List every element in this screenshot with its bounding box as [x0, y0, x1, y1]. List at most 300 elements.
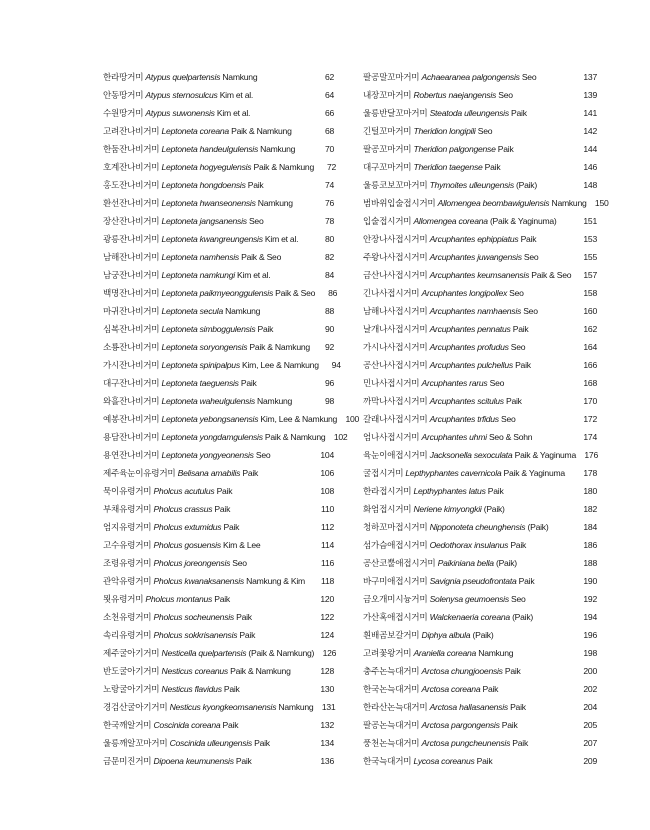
korean-name: 가시나사접시거미: [363, 342, 428, 352]
scientific-name: Pholcus acutulus: [153, 486, 215, 496]
page-number: 64: [324, 90, 334, 100]
author-name: Seo & Sohn: [488, 432, 533, 442]
author-name: Paik & Namkung: [249, 342, 310, 352]
author-name: Kim, Lee & Namkung: [242, 360, 319, 370]
korean-name: 제주굴아기거미: [103, 648, 160, 658]
scientific-name: Arctosa chungjooensis: [421, 666, 503, 676]
index-entry: [363, 122, 597, 140]
scientific-name: Arctosa pungcheunensis: [421, 738, 511, 748]
page-number: 130: [320, 684, 334, 694]
scientific-name: Leptoneta coreana: [161, 126, 229, 136]
korean-name: 남해잔나비거미: [103, 252, 160, 262]
page-number: 205: [583, 720, 597, 730]
scientific-name: Arcuphantes trfidus: [429, 414, 499, 424]
entry-text: [103, 338, 312, 356]
entry-text: [103, 284, 315, 302]
korean-name: 까막나사접시거미: [363, 396, 428, 406]
entry-text: [363, 356, 575, 374]
scientific-name: Leptoneta jangsanensis: [161, 216, 247, 226]
index-entry: [103, 590, 334, 608]
entry-text: [363, 140, 575, 158]
korean-name: 가시잔나비거미: [103, 360, 160, 370]
page-number: 139: [583, 90, 597, 100]
entry-text: [363, 590, 575, 608]
korean-name: 굴접시거미: [363, 468, 404, 478]
entry-text: [103, 356, 319, 374]
scientific-name: Leptoneta simboggulensis: [161, 324, 256, 334]
page-number: 136: [320, 756, 334, 766]
korean-name: 한국논늑대거미: [363, 684, 420, 694]
entry-text: [363, 86, 575, 104]
entry-text: [103, 698, 313, 716]
page-number: 134: [320, 738, 334, 748]
index-entry: [103, 662, 334, 680]
entry-text: [363, 698, 575, 716]
scientific-name: Leptoneta waheulgulensis: [161, 396, 255, 406]
scientific-name: Leptoneta yongdamgulensis: [161, 432, 263, 442]
korean-name: 호계잔나비거미: [103, 162, 160, 172]
page-number: 90: [324, 324, 334, 334]
korean-name: 반도굴아기거미: [103, 666, 160, 676]
index-entry: [363, 716, 597, 734]
entry-text: [363, 428, 575, 446]
scientific-name: Arcuphantes juwangensis: [429, 252, 522, 262]
page-number: 86: [328, 288, 338, 298]
entry-text: [103, 644, 314, 662]
scientific-name: Achaearanea palgongensis: [421, 72, 520, 82]
page-number: 68: [324, 126, 334, 136]
korean-name: 묵이유령거미: [103, 486, 152, 496]
author-name: Paik: [214, 594, 230, 604]
korean-name: 공산코뿔애접시거미: [363, 558, 436, 568]
author-name: Namkung: [257, 396, 293, 406]
author-name: Paik: [506, 396, 522, 406]
page-number: 92: [324, 342, 334, 352]
entry-text: [103, 446, 312, 464]
korean-name: 고려꽃왕거미: [363, 648, 412, 658]
author-name: Paik: [515, 360, 531, 370]
author-name: Kim et al.: [264, 234, 299, 244]
entry-text: [103, 86, 312, 104]
scientific-name: Lycosa coreanus: [413, 756, 475, 766]
index-entry: [103, 122, 334, 140]
entry-text: [103, 302, 312, 320]
entry-text: [103, 140, 312, 158]
index-entry: [363, 662, 597, 680]
author-name: Seo: [489, 378, 505, 388]
entry-text: [103, 554, 312, 572]
scientific-name: Arcuphantes rarus: [421, 378, 488, 388]
korean-name: 고려잔나비거미: [103, 126, 160, 136]
author-name: (Paik & Yaginuma): [489, 216, 557, 226]
page-number: 80: [324, 234, 334, 244]
entry-text: [363, 464, 575, 482]
page-number: 128: [320, 666, 334, 676]
korean-name: 육눈이애접시거미: [363, 450, 428, 460]
korean-name: 한국늑대거미: [363, 756, 412, 766]
index-entry: [363, 104, 597, 122]
entry-text: [103, 266, 312, 284]
entry-text: [363, 482, 575, 500]
korean-name: 용담잔나비거미: [103, 432, 160, 442]
scientific-name: Belisana amabilis: [177, 468, 241, 478]
korean-name: 엄나사접시거미: [363, 432, 420, 442]
author-name: (Paik): [527, 522, 549, 532]
index-entry: [363, 518, 597, 536]
index-entry: [103, 446, 334, 464]
entry-text: [363, 230, 575, 248]
index-entry: [363, 374, 597, 392]
author-name: Namkung: [478, 648, 514, 658]
index-entry: [103, 716, 334, 734]
author-name: Paik: [497, 144, 514, 154]
scientific-name: Pholcus crassus: [153, 504, 213, 514]
index-entry: [363, 752, 597, 770]
scientific-name: Lepthyphantes cavernicola: [405, 468, 502, 478]
page-number: 144: [583, 144, 597, 154]
index-entry: [363, 68, 597, 86]
author-name: (Paik): [483, 504, 505, 514]
author-name: (Paik): [472, 630, 494, 640]
korean-name: 풍천논늑대거미: [363, 738, 420, 748]
scientific-name: Paikiniana bella: [437, 558, 494, 568]
scientific-name: Oedothorax insulanus: [429, 540, 509, 550]
author-name: Paik: [236, 612, 252, 622]
scientific-name: Arcuphantes uhmi: [421, 432, 487, 442]
page-number: 76: [324, 198, 334, 208]
scientific-name: Allomengea beombawigulensis: [437, 198, 550, 208]
page-number: 102: [333, 432, 348, 442]
korean-name: 장산잔나비거미: [103, 216, 160, 226]
scientific-name: Arcuphantes namhaensis: [429, 306, 522, 316]
korean-name: 마귀잔나비거미: [103, 306, 160, 316]
korean-name: 경검산굴아기거미: [103, 702, 168, 712]
scientific-name: Arcuphantes keumsanensis: [429, 270, 530, 280]
entry-text: [363, 68, 575, 86]
scientific-name: Lepthyphantes latus: [413, 486, 486, 496]
korean-name: 공산나사접시거미: [363, 360, 428, 370]
index-entry: [103, 266, 334, 284]
entry-text: [363, 446, 576, 464]
page-number: 78: [324, 216, 334, 226]
scientific-name: Nesticus coreanus: [161, 666, 228, 676]
index-entry: [363, 554, 597, 572]
page-number: 174: [583, 432, 597, 442]
index-entry: [363, 608, 597, 626]
korean-name: 흰배곰보갈거미: [363, 630, 420, 640]
index-entry: [103, 464, 334, 482]
page-number: 66: [324, 108, 334, 118]
korean-name: 소룡잔나비거미: [103, 342, 160, 352]
scientific-name: Arctosa hallasanensis: [429, 702, 508, 712]
index-entry: [103, 356, 341, 374]
korean-name: 관악유령거미: [103, 576, 152, 586]
author-name: Paik: [512, 738, 528, 748]
scientific-name: Solenysa geumoensis: [429, 594, 509, 604]
entry-text: [103, 68, 312, 86]
page-number: 142: [583, 126, 597, 136]
author-name: Paik & Yaginuma: [503, 468, 565, 478]
page-number: 151: [583, 216, 597, 226]
entry-text: [363, 608, 575, 626]
page-number: 153: [583, 234, 597, 244]
entry-text: [363, 554, 575, 572]
entry-text: [363, 572, 575, 590]
korean-name: 수원땅거미: [103, 108, 144, 118]
entry-text: [363, 248, 575, 266]
entry-text: [363, 320, 575, 338]
author-name: Paik: [511, 108, 527, 118]
korean-name: 팔공말꼬마거미: [363, 72, 420, 82]
index-entry: [103, 176, 334, 194]
author-name: Namkung & Kim: [246, 576, 305, 586]
entry-text: [363, 302, 575, 320]
index-entry: [363, 266, 597, 284]
entry-text: [363, 158, 575, 176]
entry-text: [363, 122, 575, 140]
scientific-name: Pholcus joreongensis: [153, 558, 231, 568]
scientific-name: Arctosa coreana: [421, 684, 481, 694]
korean-name: 대구잔나비거미: [103, 378, 160, 388]
author-name: (Paik): [516, 180, 537, 190]
index-entry: [363, 140, 597, 158]
entry-text: [363, 734, 575, 752]
index-entry: [363, 302, 597, 320]
korean-name: 엄지유령거미: [103, 522, 152, 532]
author-name: Kim & Lee: [223, 540, 261, 550]
korean-name: 대구꼬마거미: [363, 162, 412, 172]
author-name: Paik: [216, 486, 233, 496]
page-number: 122: [320, 612, 334, 622]
scientific-name: Leptoneta handeulgulensis: [161, 144, 259, 154]
entry-text: [363, 644, 575, 662]
author-name: Namkung: [257, 198, 293, 208]
korean-name: 부채유령거미: [103, 504, 152, 514]
korean-name: 화엄접시거미: [363, 504, 412, 514]
index-entry: [103, 320, 334, 338]
scientific-name: Atypus suwonensis: [145, 108, 215, 118]
entry-text: [103, 626, 312, 644]
entry-text: [363, 194, 587, 212]
entry-text: [103, 482, 312, 500]
index-entry: [103, 752, 334, 770]
entry-text: [103, 608, 312, 626]
page-number: 132: [320, 720, 334, 730]
entry-text: [363, 680, 575, 698]
page-number: 204: [583, 702, 597, 712]
entry-text: [103, 374, 312, 392]
scientific-name: Arcuphantes pennatus: [429, 324, 511, 334]
scientific-name: Diphya albula: [421, 630, 471, 640]
entry-text: [363, 410, 575, 428]
author-name: Paik: [240, 378, 257, 388]
entry-text: [363, 662, 575, 680]
page-number: 70: [324, 144, 334, 154]
scientific-name: Leptoneta soryongensis: [161, 342, 248, 352]
korean-name: 충주논늑대거미: [363, 666, 420, 676]
index-entry: [103, 302, 334, 320]
page-number: 62: [324, 72, 334, 82]
page-number: 209: [583, 756, 597, 766]
scientific-name: Leptoneta hwanseonensis: [161, 198, 256, 208]
index-entry: [103, 86, 334, 104]
korean-name: 남궁잔나비거미: [103, 270, 160, 280]
author-name: Paik & Namkung: [230, 666, 291, 676]
entry-text: [363, 716, 575, 734]
scientific-name: Pholcus sokkrisanensis: [153, 630, 238, 640]
author-name: Kim et al.: [219, 90, 254, 100]
index-entry: [363, 248, 597, 266]
author-name: Namkung: [278, 702, 314, 712]
index-entry: [363, 320, 597, 338]
page-number: 148: [583, 180, 597, 190]
korean-name: 안장나사접시거미: [363, 234, 428, 244]
entry-text: [363, 338, 575, 356]
page-number: 176: [584, 450, 598, 460]
author-name: (Paik): [512, 612, 534, 622]
page-number: 188: [583, 558, 597, 568]
index-entry: [103, 608, 334, 626]
page-number: 166: [583, 360, 597, 370]
scientific-name: Nesticus kyongkeomsanensis: [169, 702, 277, 712]
entry-text: [103, 536, 312, 554]
index-entry: [103, 554, 334, 572]
korean-name: 주왕나사접시거미: [363, 252, 428, 262]
index-entry: [103, 104, 334, 122]
author-name: Paik & Yaginuma: [514, 450, 576, 460]
index-entry: [363, 86, 597, 104]
index-entry: [363, 626, 597, 644]
scientific-name: Leptoneta yebongsanensis: [161, 414, 259, 424]
korean-name: 와흘잔나비거미: [103, 396, 160, 406]
author-name: Seo: [523, 306, 538, 316]
korean-name: 울릉코보꼬마거미: [363, 180, 428, 190]
author-name: Paik: [487, 486, 504, 496]
page-number: 114: [321, 540, 334, 550]
scientific-name: Leptoneta kwangreungensis: [161, 234, 263, 244]
index-entry: [363, 410, 597, 428]
entry-text: [103, 590, 312, 608]
korean-name: 광릉잔나비거미: [103, 234, 160, 244]
page-number: 120: [320, 594, 334, 604]
page-number: 96: [324, 378, 334, 388]
scientific-name: Leptoneta spinipalpus: [161, 360, 240, 370]
index-entry: [103, 248, 334, 266]
page-number: 190: [583, 576, 597, 586]
page-number: 72: [326, 162, 336, 172]
page-number: 126: [322, 648, 337, 658]
scientific-name: Nesticella quelpartensis: [161, 648, 247, 658]
scientific-name: Theridion longipili: [413, 126, 476, 136]
korean-name: 울릉반달꼬마거미: [363, 108, 428, 118]
index-entry: [103, 140, 334, 158]
page-number: 108: [320, 486, 334, 496]
korean-name: 한라땅거미: [103, 72, 144, 82]
scientific-name: Leptoneta paikmyeonggulensis: [161, 288, 274, 298]
author-name: Paik & Seo: [531, 270, 572, 280]
korean-name: 고수유령거미: [103, 540, 152, 550]
index-entry: [363, 590, 597, 608]
scientific-name: Arcuphantes profudus: [429, 342, 509, 352]
index-entry: [103, 680, 334, 698]
index-entry: [103, 374, 334, 392]
author-name: Paik: [510, 702, 526, 712]
author-name: Paik & Namkung: [231, 126, 292, 136]
index-entry: [103, 158, 334, 176]
page-number: 150: [594, 198, 609, 208]
korean-name: 울릉깨알꼬마거미: [103, 738, 168, 748]
page-number: 110: [321, 504, 334, 514]
page-number: 74: [324, 180, 334, 190]
index-entry: [103, 68, 334, 86]
author-name: Paik & Namkung: [253, 162, 314, 172]
korean-name: 팔공논늑대거미: [363, 720, 420, 730]
index-entry: [363, 428, 597, 446]
page-number: 192: [583, 594, 597, 604]
entry-text: [363, 392, 575, 410]
page-number: 155: [583, 252, 597, 262]
korean-name: 안동땅거미: [103, 90, 144, 100]
entry-text: [363, 104, 575, 122]
page-number: 186: [583, 540, 597, 550]
index-entry: [363, 356, 597, 374]
author-name: Paik: [512, 324, 529, 334]
entry-text: [103, 572, 312, 590]
page-number: 162: [583, 324, 597, 334]
page-number: 194: [583, 612, 597, 622]
korean-name: 한국깨알거미: [103, 720, 152, 730]
scientific-name: Theridion taegense: [413, 162, 483, 172]
entry-text: [103, 410, 337, 428]
index-entry: [363, 176, 597, 194]
korean-name: 속리유령거미: [103, 630, 152, 640]
entry-text: [103, 752, 312, 770]
entry-text: [363, 266, 575, 284]
author-name: Namkung: [222, 72, 258, 82]
entry-text: [103, 104, 312, 122]
page-number: 106: [320, 468, 334, 478]
korean-name: 남해나사접시거미: [363, 306, 428, 316]
scientific-name: Nesticus flavidus: [161, 684, 222, 694]
index-column-right: [363, 68, 609, 770]
author-name: Paik & Seo: [241, 252, 282, 262]
entry-text: [363, 212, 575, 230]
author-name: Seo: [232, 558, 247, 568]
korean-name: 입술접시거미: [363, 216, 412, 226]
entry-text: [363, 176, 575, 194]
author-name: Namkung: [551, 198, 587, 208]
scientific-name: Arctosa pargongensis: [421, 720, 500, 730]
index-entry: [363, 680, 597, 698]
scientific-name: Theridion palgongense: [413, 144, 496, 154]
entry-text: [363, 374, 575, 392]
index-entry: [103, 644, 337, 662]
korean-name: 노랑굴아기거미: [103, 684, 160, 694]
author-name: Paik: [223, 684, 240, 694]
korean-name: 갈래나사접시거미: [363, 414, 428, 424]
author-name: Paik: [214, 504, 231, 514]
page-number: 170: [583, 396, 597, 406]
index-column-left: [103, 68, 360, 770]
korean-name: 소천유령거미: [103, 612, 152, 622]
page-number: 116: [321, 558, 334, 568]
author-name: Namkung: [260, 144, 296, 154]
scientific-name: Arcuphantes longipollex: [421, 288, 508, 298]
scientific-name: Atypus quelpartensis: [145, 72, 221, 82]
page-number: 207: [583, 738, 597, 748]
korean-name: 한둠잔나비거미: [103, 144, 160, 154]
page-number: 124: [320, 630, 334, 640]
